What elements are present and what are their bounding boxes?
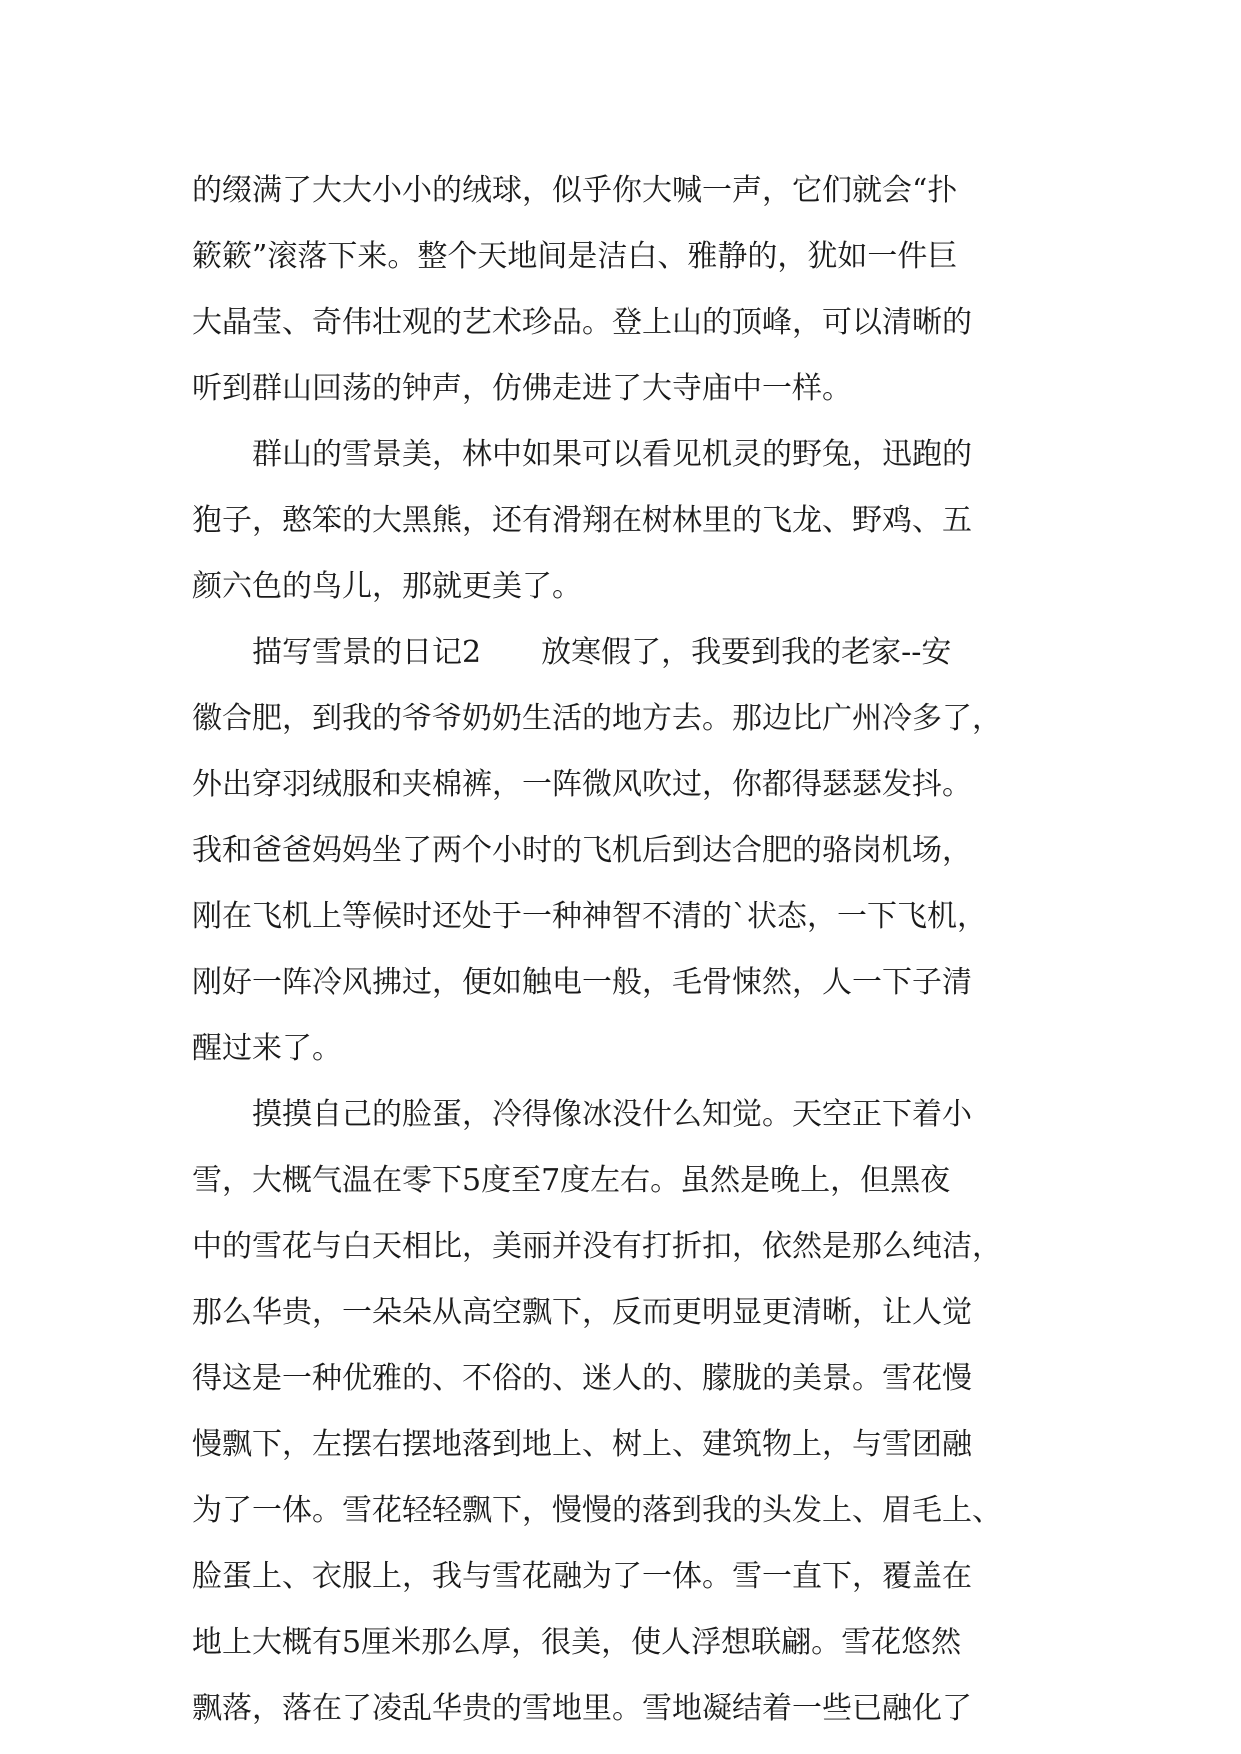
- text-line: 脸蛋上、衣服上，我与雪花融为了一体。雪一直下，覆盖在: [192, 1559, 972, 1594]
- text-line: 中的雪花与白天相比，美丽并没有打折扣，依然是那么纯洁，: [192, 1229, 1002, 1264]
- text-line: 的缀满了大大小小的绒球，似乎你大喊一声，它们就会“扑: [192, 173, 958, 208]
- text-line: 群山的雪景美，林中如果可以看见机灵的野兔，迅跑的: [192, 437, 972, 472]
- document-body: [192, 158, 1092, 1742]
- text-line: 飘落，落在了凌乱华贵的雪地里。雪地凝结着一些已融化了: [192, 1691, 972, 1726]
- text-line: 摸摸自己的脸蛋，冷得像冰没什么知觉。天空正下着小: [192, 1097, 972, 1132]
- text-line: 那么华贵，一朵朵从高空飘下，反而更明显更清晰，让人觉: [192, 1295, 972, 1330]
- text-line: 地上大概有5厘米那么厚，很美，使人浮想联翩。雪花悠然: [192, 1625, 962, 1660]
- text-line: 醒过来了。: [192, 1031, 342, 1066]
- text-line: 颜六色的鸟儿，那就更美了。: [192, 569, 582, 604]
- text-line: 徽合肥，到我的爷爷奶奶生活的地方去。那边比广州冷多了，: [192, 701, 1002, 736]
- text-line: 大晶莹、奇伟壮观的艺术珍品。登上山的顶峰，可以清晰的: [192, 305, 972, 340]
- text-line: 簌簌”滚落下来。整个天地间是洁白、雅静的，犹如一件巨: [192, 239, 958, 274]
- text-line: 描写雪景的日记2 放寒假了，我要到我的老家--安: [192, 635, 952, 670]
- text-line: 外出穿羽绒服和夹棉裤，一阵微风吹过，你都得瑟瑟发抖。: [192, 767, 972, 802]
- text-line: 听到群山回荡的钟声，仿佛走进了大寺庙中一样。: [192, 371, 852, 406]
- text-line: 刚好一阵冷风拂过，便如触电一般，毛骨悚然，人一下子清: [192, 965, 972, 1000]
- text-line: 我和爸爸妈妈坐了两个小时的飞机后到达合肥的骆岗机场，: [192, 833, 972, 868]
- text-line: 为了一体。雪花轻轻飘下，慢慢的落到我的头发上、眉毛上、: [192, 1493, 1002, 1528]
- text-line: 得这是一种优雅的、不俗的、迷人的、朦胧的美景。雪花慢: [192, 1361, 972, 1396]
- text-line: 慢飘下，左摆右摆地落到地上、树上、建筑物上，与雪团融: [192, 1427, 972, 1462]
- text-line: 刚在飞机上等候时还处于一种神智不清的`状态，一下飞机，: [192, 899, 987, 934]
- text-line: 雪，大概气温在零下5度至7度左右。虽然是晚上，但黑夜: [192, 1163, 951, 1198]
- text-line: 狍子，憨笨的大黑熊，还有滑翔在树林里的飞龙、野鸡、五: [192, 503, 972, 538]
